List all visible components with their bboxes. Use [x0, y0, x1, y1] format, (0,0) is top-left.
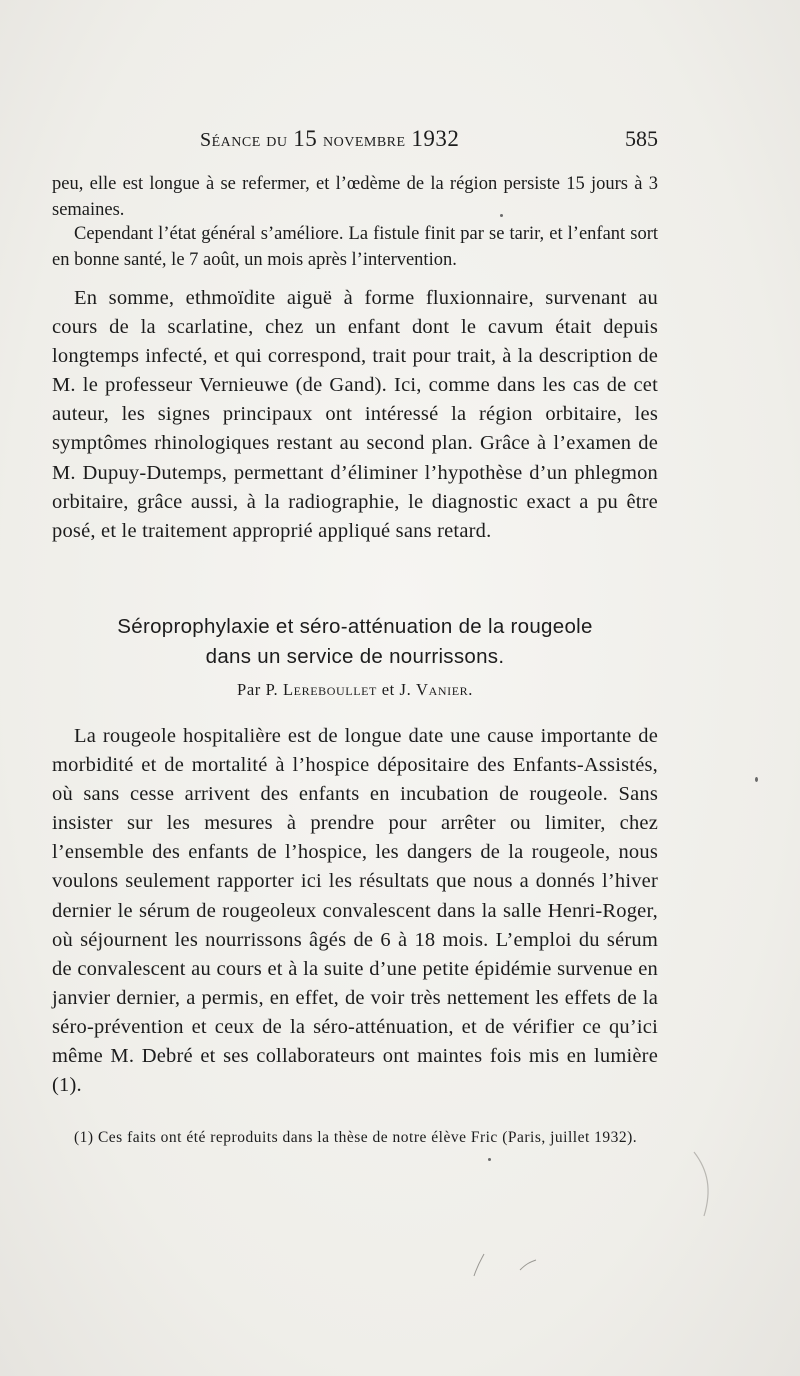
authors-and: et J. [381, 680, 412, 699]
section-title [52, 612, 658, 672]
header-day: 15 [293, 126, 318, 151]
running-header [200, 126, 658, 158]
section-title-line1: Séroprophylaxie et séro-atténuation de la rougeole [117, 615, 593, 638]
author-lereboullet: Lereboullet [282, 680, 377, 699]
paper-mark [470, 1250, 540, 1280]
paragraph-continuation: peu, elle est longue à se refermer, et l’œdème de la région persiste 15 jours à 3 semaines. [52, 174, 658, 220]
header-title [200, 126, 459, 152]
ink-speck [488, 1158, 491, 1161]
header-month: novembre [323, 129, 406, 151]
paragraph-summary: En somme, ethmoïdite aiguë à forme fluxionnaire, survenant au cours de la scarlatine, chez un enfant dont le cavum était depuis longtemps infecté, et qui correspond, trait pour trait, à la description de M. le professeur Vernieuwe (de Gand). Ici, comme dans les cas de cet auteur, les signes principaux ont intéressé la région orbitaire, les symptômes rhinologiques restant au second plan. Grâce à l’examen de M. Dupuy-Dutemps, permettant d’éliminer l’hypothèse d’un phlegmon orbitaire, grâce aussi, à la radiographie, le diagnostic exact a pu être posé, et le traitement approprié appliqué sans retard. [52, 287, 658, 542]
footnote: (1) Ces faits ont été reproduits dans la thèse de notre élève Fric (Paris, juillet 1932). [74, 1129, 638, 1146]
header-year: 1932 [411, 126, 460, 151]
section-authors [52, 680, 658, 700]
section-title-line2: dans un service de nourrissons. [205, 645, 505, 668]
author-vanier: Vanier. [416, 680, 473, 699]
header-seance: Séance du [200, 129, 288, 151]
authors-by: Par P. [237, 680, 279, 699]
paragraph-recovery: Cependant l’état général s’améliore. La fistule finit par se tarir, et l’enfant sort en bonne santé, le 7 août, un mois après l’intervention. [52, 224, 658, 270]
paragraph-measles: La rougeole hospitalière est de longue date une cause importante de morbidité et de mortalité à l’hospice dépositaire des Enfants-Assistés, où sans cesse arrivent des enfants en incubation de rougeole. Sans insister sur les mesures à prendre pour arrêter ou limiter, chez l’ensemble des enfants de l’hospice, les dangers de la rougeole, nous voulons seulement rapporter ici les résultats que nous a donnés l’hiver dernier le sérum de rougeoleux convalescent dans la salle Henri-Roger, où séjournent les nourrissons âgés de 6 à 18 mois. L’emploi du sérum de convalescent au cours et à la suite d’une petite épidémie survenue en janvier dernier, a permis, en effet, de voir très nettement les effets de la séro-prévention et ceux de la séro-atténuation, et de vérifier ce qu’ici même M. Debré et ses collaborateurs ont maintes fois mis en lumière (1). [52, 725, 658, 1097]
ink-speck [755, 777, 758, 782]
paper-mark [690, 1150, 720, 1220]
ink-speck [500, 214, 503, 217]
page-number: 585 [625, 126, 658, 151]
